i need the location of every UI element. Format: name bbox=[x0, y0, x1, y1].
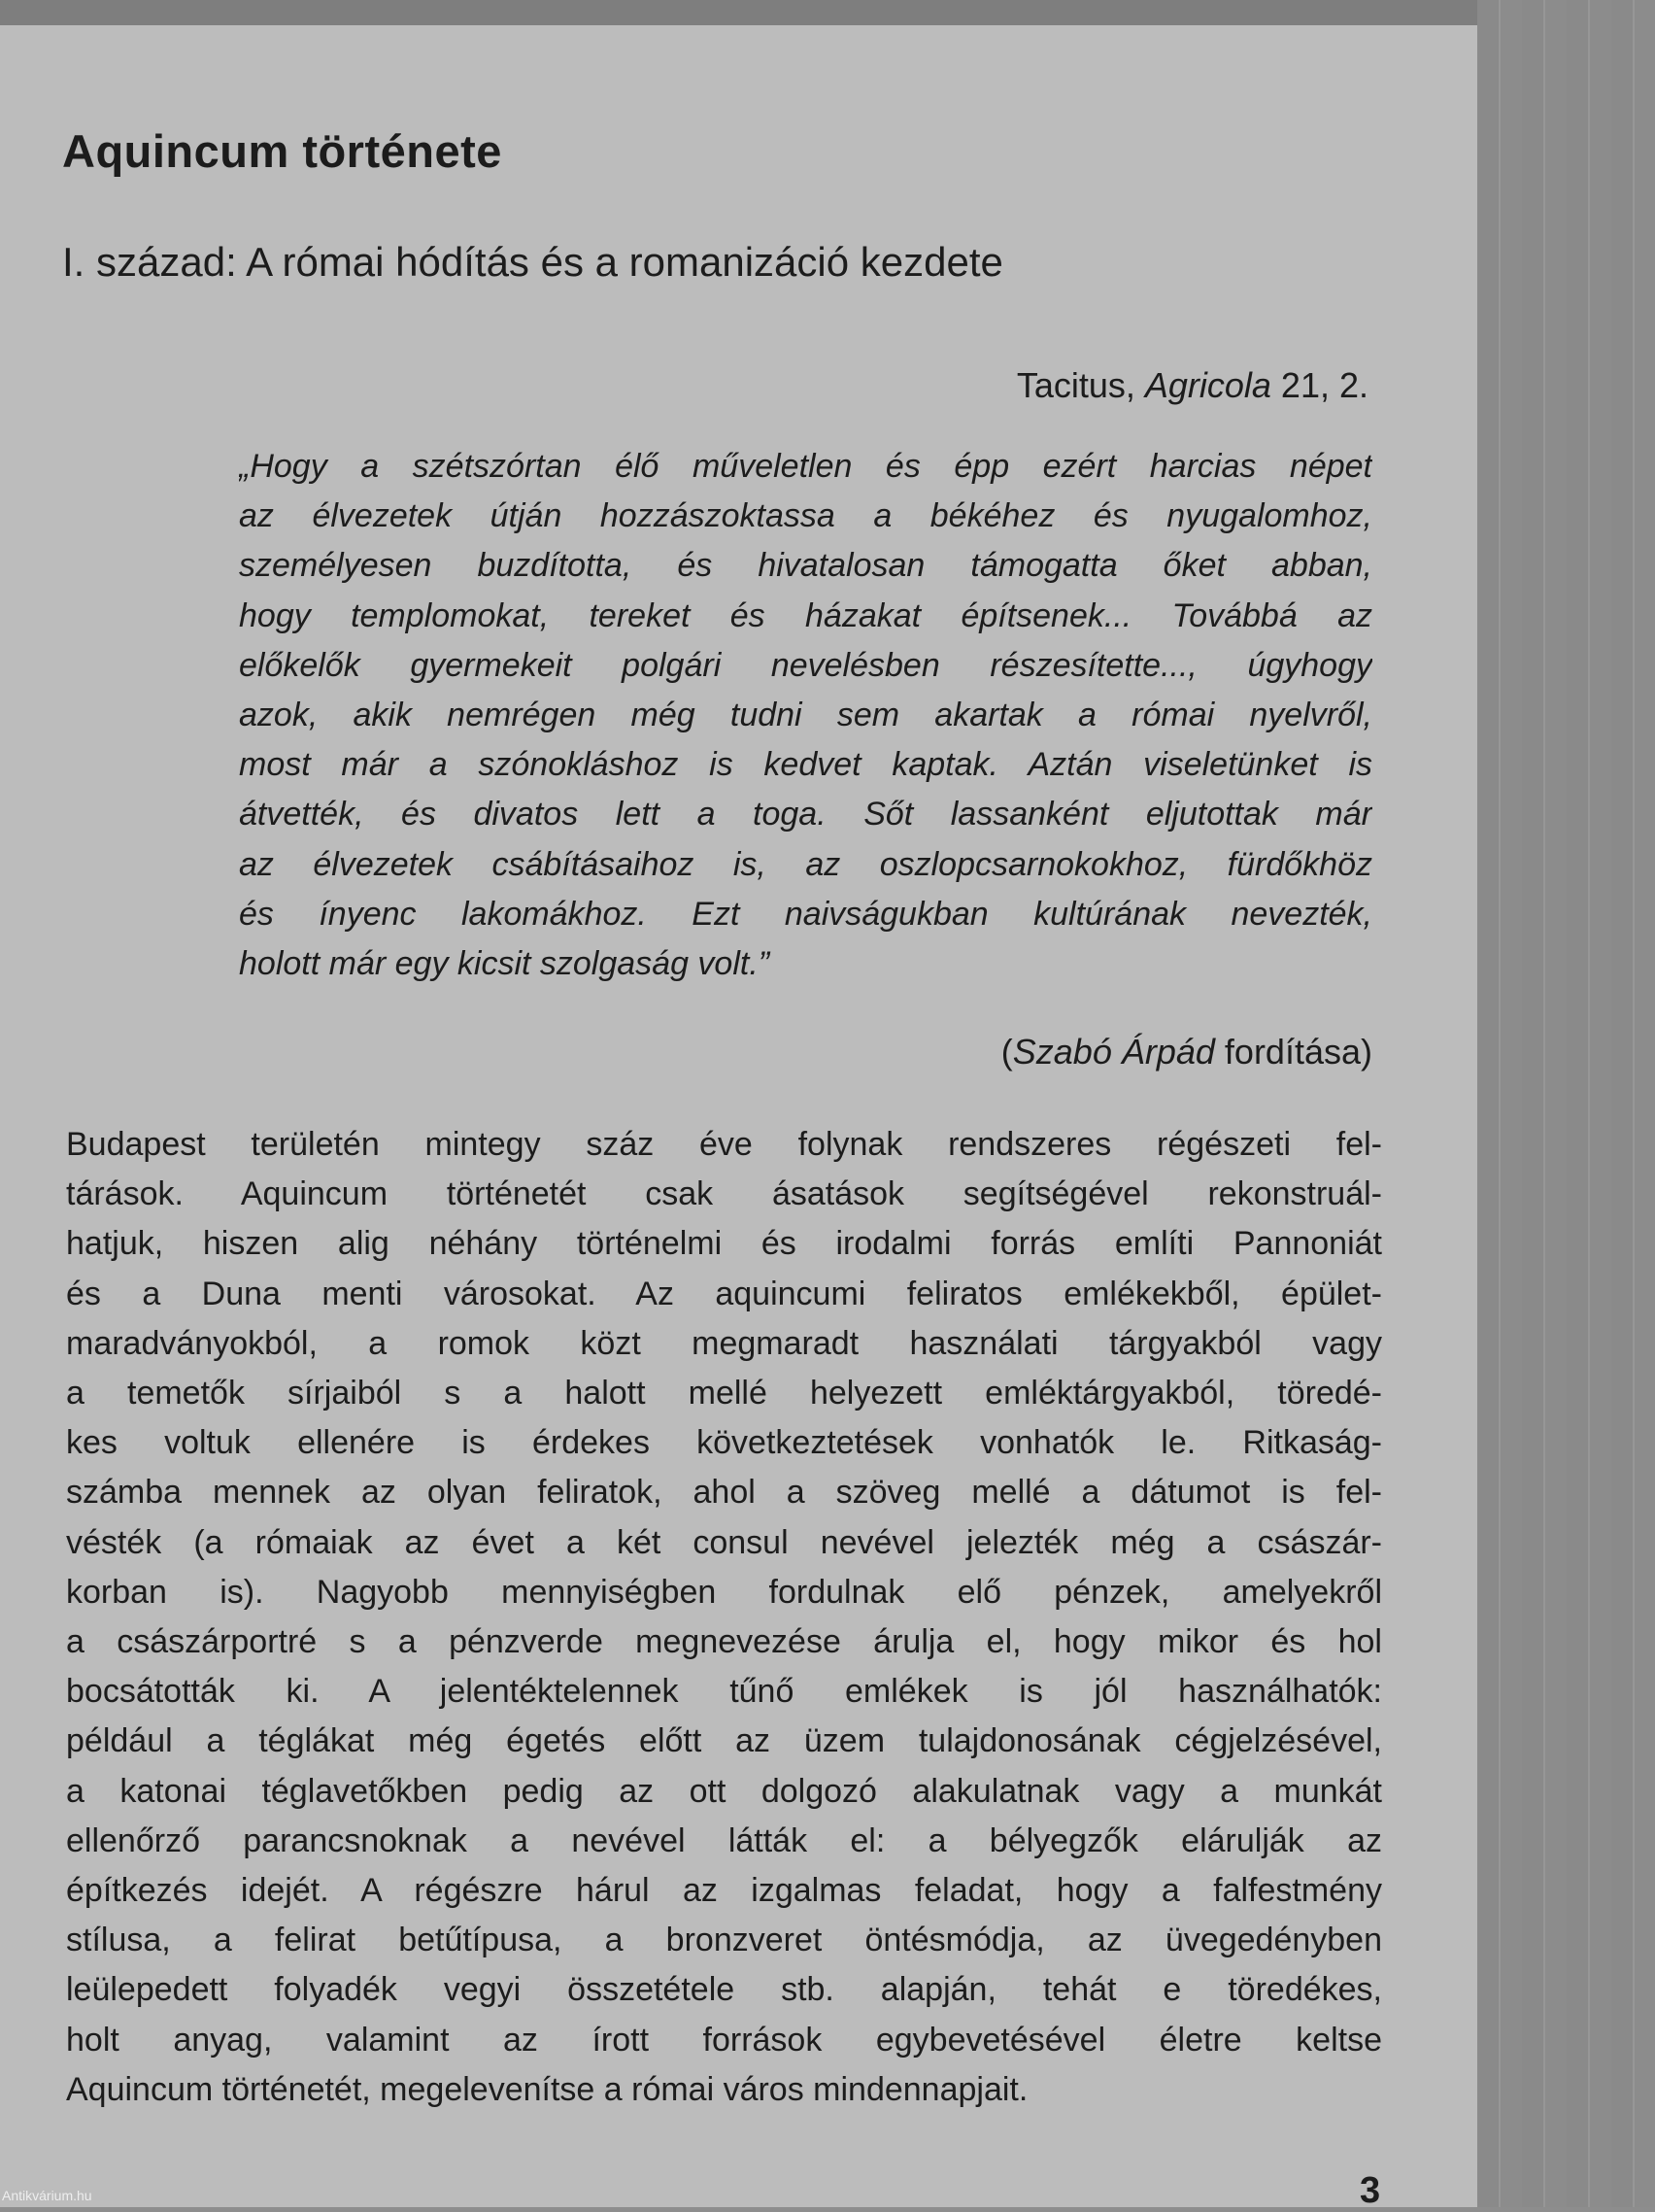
quote-line: „Hogy a szétszórtan élő műveletlen és épp ezért harcias népet bbox=[239, 448, 1372, 485]
quote-line: és ínyenc lakomákhoz. Ezt naivságukban kultúrának nevezték, bbox=[239, 895, 1372, 933]
body-line: Aquincum történetét, megelevenítse a római város mindennapjait. bbox=[66, 2070, 1029, 2108]
body-line: tárások. Aquincum történetét csak ásatások segítségével rekonstruál- bbox=[66, 1175, 1382, 1213]
body-line: vésték (a rómaiak az évet a két consul nevével jelezték még a császár- bbox=[66, 1523, 1382, 1561]
translator-credit bbox=[1001, 1032, 1372, 1072]
background-top bbox=[0, 0, 1477, 25]
quote-line: hogy templomokat, tereket és házakat építsenek... Továbbá az bbox=[239, 596, 1372, 634]
source-ref: 21, 2. bbox=[1270, 365, 1368, 405]
watermark: Antikvárium.hu bbox=[2, 2188, 92, 2203]
body-line: a császárportré s a pénzverde megnevezése árulja el, hogy mikor és hol bbox=[66, 1623, 1382, 1660]
quote-line: átvették, és divatos lett a toga. Sőt lassanként eljutottak már bbox=[239, 796, 1372, 834]
translator-rest: fordítása) bbox=[1214, 1032, 1372, 1072]
body-line: kes voltuk ellenére is érdekes következtetések vonhatók le. Ritkaság- bbox=[66, 1424, 1382, 1462]
body-line: például a téglákat még égetés előtt az üzem tulajdonosának cégjelzésével, bbox=[66, 1722, 1382, 1760]
source-work: Agricola bbox=[1144, 365, 1271, 405]
quote-line: azok, akik nemrégen még tudni sem akartak a római nyelvről, bbox=[239, 697, 1372, 733]
quote-line: az élvezetek útján hozzászoktassa a békéhez és nyugalomhoz, bbox=[239, 497, 1372, 535]
paren: ( bbox=[1000, 1032, 1013, 1072]
body-line: a temetők sírjaiból s a halott mellé helyezett emléktárgyakból, töredé- bbox=[66, 1375, 1382, 1412]
body-line: korban is). Nagyobb mennyiségben fordulnak elő pénzek, amelyekről bbox=[66, 1573, 1382, 1611]
background-next-page bbox=[1477, 0, 1655, 2207]
page-number: 3 bbox=[1360, 2170, 1381, 2211]
quote-source bbox=[1017, 365, 1368, 406]
page-heading: Aquincum története bbox=[62, 125, 502, 177]
source-author: Tacitus, bbox=[1016, 365, 1145, 405]
body-line: a katonai téglavetőkben pedig az ott dolgozó alakulatnak vagy a munkát bbox=[66, 1772, 1382, 1810]
quote-line: személyesen buzdította, és hivatalosan támogatta őket abban, bbox=[239, 547, 1372, 585]
body-line: holt anyag, valamint az írott források egybevetésével életre keltse bbox=[66, 2021, 1382, 2059]
quote-line: az élvezetek csábításaihoz is, az oszlopcsarnokokhoz, fürdőkhöz bbox=[239, 845, 1372, 883]
quote-line: most már a szónokláshoz is kedvet kaptak. Aztán viseletünket is bbox=[239, 746, 1372, 784]
translator-name: Szabó Árpád bbox=[1012, 1032, 1215, 1072]
body-line: bocsátották ki. A jelentéktelennek tűnő emlékek is jól használhatók: bbox=[66, 1673, 1382, 1711]
book-page bbox=[0, 25, 1477, 2211]
quote-line: holott már egy kicsit szolgaság volt.” bbox=[239, 945, 770, 982]
body-line: építkezés idejét. A régészre hárul az izgalmas feladat, hogy a falfestmény bbox=[66, 1872, 1382, 1909]
body-line: maradványokból, a romok közt megmaradt használati tárgyakból vagy bbox=[66, 1324, 1382, 1362]
body-line: hatjuk, hiszen alig néhány történelmi és irodalmi forrás említi Pannoniát bbox=[66, 1225, 1382, 1263]
body-line: Budapest területén mintegy száz éve folynak rendszeres régészeti fel- bbox=[66, 1126, 1382, 1163]
body-line: és a Duna menti városokat. Az aquincumi feliratos emlékekből, épület- bbox=[66, 1275, 1382, 1312]
body-line: leülepedett folyadék vegyi összetétele stb. alapján, tehát e töredékes, bbox=[66, 1971, 1382, 2009]
body-line: ellenőrző parancsnoknak a nevével látták el: a bélyegzők elárulják az bbox=[66, 1821, 1382, 1859]
section-subheading: I. század: A római hódítás és a romanizáció kezdete bbox=[62, 239, 1003, 285]
body-line: számba mennek az olyan feliratok, ahol a szöveg mellé a dátumot is fel- bbox=[66, 1474, 1382, 1512]
quote-line: előkelők gyermekeit polgári nevelésben részesítette..., úgyhogy bbox=[239, 646, 1372, 684]
body-line: stílusa, a felirat betűtípusa, a bronzveret öntésmódja, az üvegedényben bbox=[66, 1922, 1382, 1959]
